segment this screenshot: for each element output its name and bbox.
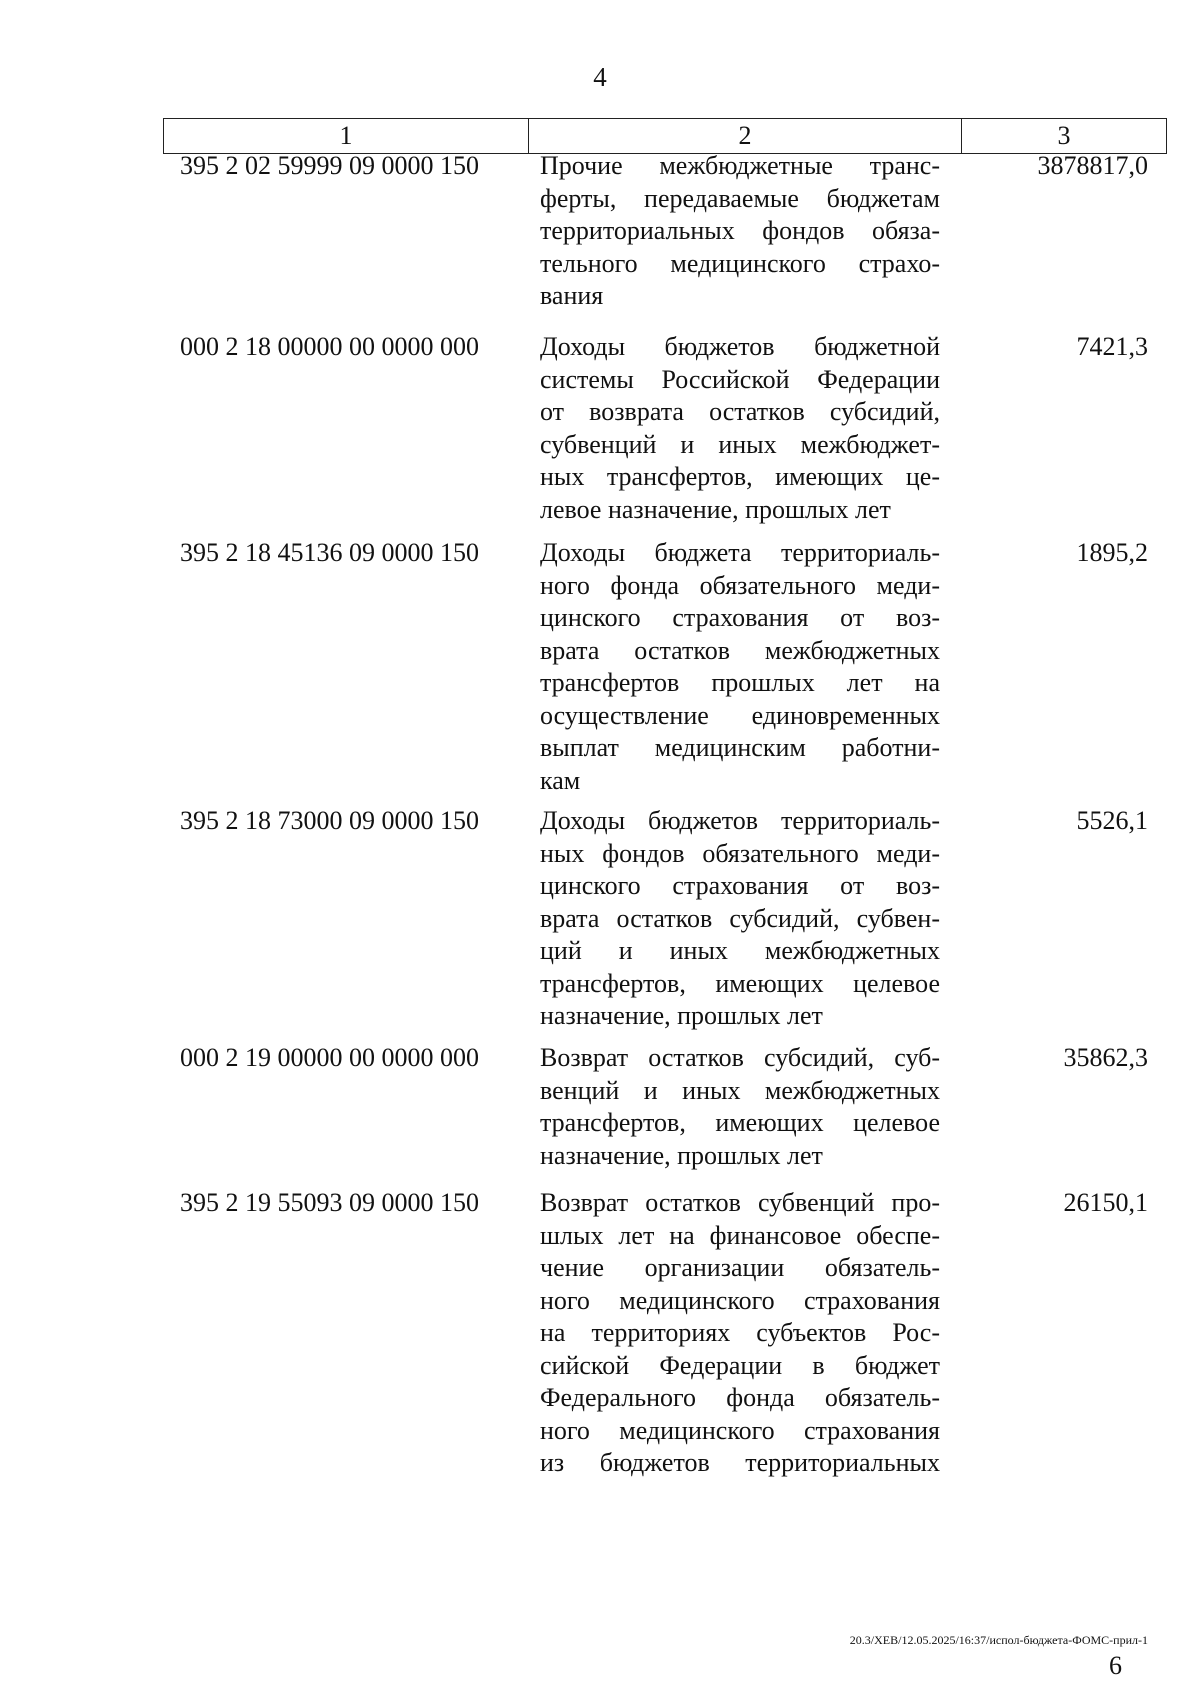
description-line: Доходы бюджетов территориаль- xyxy=(540,806,940,835)
description-line: ного медицинского страхования xyxy=(540,1285,940,1315)
description-line: ных трансфертов, имеющих це- xyxy=(540,462,940,491)
description-line: трансфертов, имеющих целевое xyxy=(540,1108,940,1137)
row-amount: 1895,2 xyxy=(1076,538,1148,567)
description-line: трансфертов прошлых лет на xyxy=(540,668,940,697)
row-description xyxy=(540,1187,940,1480)
description-line: ций и иных межбюджетных xyxy=(540,936,940,965)
description-line: Доходы бюджета территориаль- xyxy=(540,538,940,567)
description-line: субвенций и иных межбюджет- xyxy=(540,429,940,459)
description-line: врата остатков субсидий, субвен- xyxy=(540,903,940,933)
description-line: Доходы бюджетов бюджетной xyxy=(540,332,940,361)
header-col-3: 3 xyxy=(1057,121,1071,150)
description-line: Возврат остатков субвенций про- xyxy=(540,1188,940,1217)
description-line: чение организации обязатель- xyxy=(540,1253,940,1282)
description-line: ных фондов обязательного меди- xyxy=(540,838,940,868)
description-line: тельного медицинского страхо- xyxy=(540,248,940,278)
description-line: сийской Федерации в бюджет xyxy=(540,1350,940,1380)
page-number-top: 4 xyxy=(593,62,607,92)
row-code: 000 2 18 00000 00 0000 000 xyxy=(180,332,479,361)
description-line: на территориях субъектов Рос- xyxy=(540,1318,940,1347)
row-amount: 5526,1 xyxy=(1076,806,1148,835)
row-code: 395 2 02 59999 09 0000 150 xyxy=(180,151,479,180)
description-line: системы Российской Федерации xyxy=(540,364,940,394)
description-line: ферты, передаваемые бюджетам xyxy=(540,183,940,213)
row-code: 395 2 19 55093 09 0000 150 xyxy=(180,1188,479,1217)
description-line: ного фонда обязательного меди- xyxy=(540,570,940,600)
header-col-1: 1 xyxy=(164,119,529,153)
header-col-2: 2 xyxy=(529,119,962,153)
row-amount: 7421,3 xyxy=(1076,332,1148,361)
description-line: территориальных фондов обяза- xyxy=(540,216,940,245)
description-line: Возврат остатков субсидий, суб- xyxy=(540,1043,940,1072)
description-line: цинского страхования от воз- xyxy=(540,603,940,632)
description-line: назначение, прошлых лет xyxy=(540,1001,823,1030)
row-code: 000 2 19 00000 00 0000 000 xyxy=(180,1043,479,1072)
description-line: выплат медицинским работни- xyxy=(540,733,940,762)
description-line: Прочие межбюджетные транс- xyxy=(540,151,940,180)
row-description xyxy=(540,537,940,797)
row-amount: 26150,1 xyxy=(1063,1188,1148,1217)
row-code: 395 2 18 73000 09 0000 150 xyxy=(180,806,479,835)
row-description xyxy=(540,331,940,526)
description-line: из бюджетов территориальных xyxy=(540,1448,940,1477)
row-description xyxy=(540,150,940,313)
description-line: кам xyxy=(540,765,581,795)
page-number-bottom: 6 xyxy=(1109,1651,1122,1680)
document-reference: 20.3/ХЕВ/12.05.2025/16:37/испол-бюджета-ФОМС-прил-1 xyxy=(849,1633,1148,1647)
row-description xyxy=(540,805,940,1033)
description-line: от возврата остатков субсидий, xyxy=(540,397,940,426)
description-line: шлых лет на финансовое обеспе- xyxy=(540,1220,940,1250)
description-line: врата остатков межбюджетных xyxy=(540,635,940,665)
row-amount: 35862,3 xyxy=(1063,1043,1148,1072)
description-line: цинского страхования от воз- xyxy=(540,871,940,900)
description-line: трансфертов, имеющих целевое xyxy=(540,968,940,998)
description-line: осуществление единовременных xyxy=(540,700,940,730)
row-code: 395 2 18 45136 09 0000 150 xyxy=(180,538,479,567)
description-line: назначение, прошлых лет xyxy=(540,1140,823,1170)
row-amount: 3878817,0 xyxy=(1037,151,1148,180)
description-line: Федерального фонда обязатель- xyxy=(540,1383,940,1412)
description-line: вания xyxy=(540,281,604,310)
row-description xyxy=(540,1042,940,1172)
description-line: венций и иных межбюджетных xyxy=(540,1075,940,1105)
description-line: левое назначение, прошлых лет xyxy=(540,494,891,524)
description-line: ного медицинского страхования xyxy=(540,1415,940,1445)
